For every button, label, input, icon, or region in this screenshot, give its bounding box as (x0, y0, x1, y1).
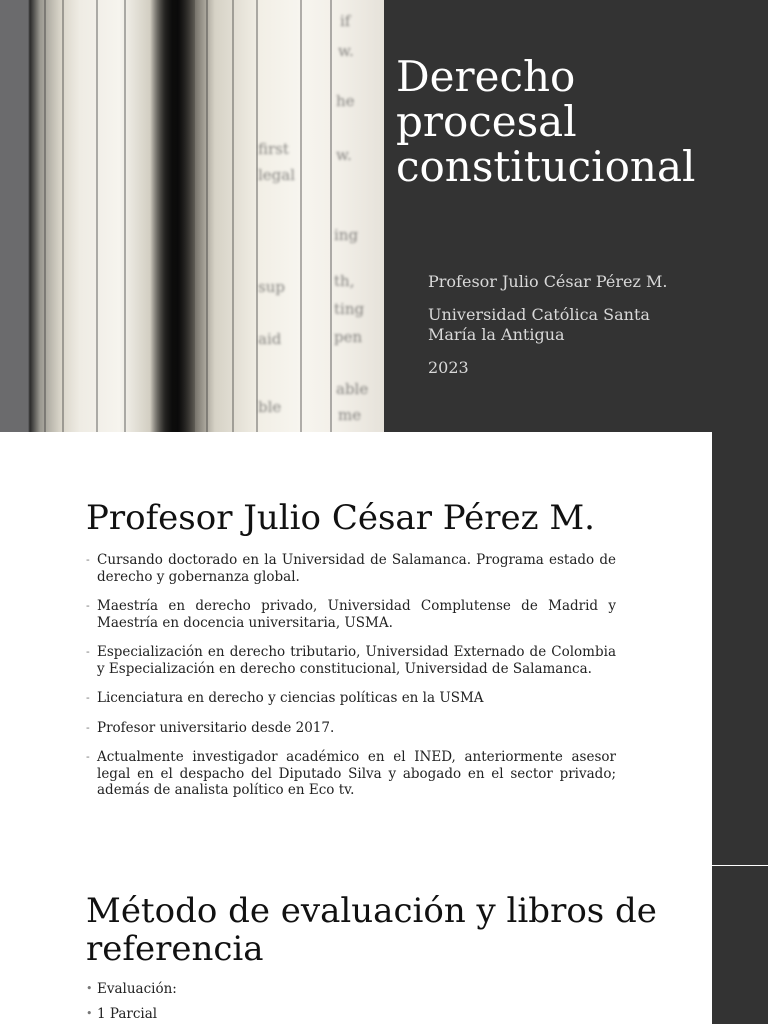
slide-heading: Profesor Julio César Pérez M. (86, 498, 595, 538)
title-slide (0, 0, 768, 432)
photo-text: w. (338, 42, 354, 60)
title-line: procesal (396, 97, 577, 146)
university-line-2: María la Antigua (428, 325, 565, 344)
photo-text: if (340, 12, 351, 30)
heading-line: Método de evaluación y libros de (86, 891, 657, 931)
photo-text: legal (258, 166, 296, 184)
year: 2023 (428, 358, 469, 377)
list-item: - Especialización en derecho tributario, Universidad Externado de Colombia y Especialización en derecho constitucional, Universidad de Salamanca. (86, 644, 616, 677)
bullet-list (86, 981, 616, 1024)
photo-text: me (338, 406, 362, 424)
photo-text: first (258, 140, 289, 158)
photo-text: th, (334, 272, 355, 290)
photo-text: aid (258, 330, 282, 348)
side-bar (712, 432, 768, 866)
title-line: constitucional (396, 142, 696, 191)
book-pages-photo (0, 0, 384, 432)
list-item: - Licenciatura en derecho y ciencias políticas en la USMA (86, 690, 616, 707)
list-item: - Actualmente investigador académico en el INED, anteriormente asesor legal en el despacho del Diputado Silva y abogado en el sector privado; además de analista político en Eco tv. (86, 749, 616, 799)
list-item: - Maestría en derecho privado, Universidad Complutense de Madrid y Maestría en docencia universitaria, USMA. (86, 598, 616, 631)
bullet-list (86, 552, 616, 812)
slide-heading (86, 892, 657, 968)
photo-text: he (336, 92, 355, 110)
list-item: - Profesor universitario desde 2017. (86, 720, 616, 737)
photo-text: w. (336, 146, 352, 164)
heading-line: referencia (86, 929, 264, 969)
list-item: • 1 Parcial (86, 1006, 616, 1023)
photo-text: ing (334, 226, 359, 244)
photo-text: sup (258, 278, 285, 296)
list-item: - Cursando doctorado en la Universidad de Salamanca. Programa estado de derecho y gobernanza global. (86, 552, 616, 585)
presentation-title (396, 54, 756, 189)
university-line-1: Universidad Católica Santa (428, 305, 650, 324)
side-bar (712, 866, 768, 1024)
professor-slide (0, 432, 768, 866)
professor-name: Profesor Julio César Pérez M. (428, 272, 668, 291)
title-line: Derecho (396, 52, 576, 101)
photo-text: able (336, 380, 369, 398)
photo-text: pen (334, 328, 363, 346)
photo-text: ting (334, 300, 365, 318)
evaluation-slide (0, 866, 768, 1024)
list-item: • Evaluación: (86, 981, 616, 998)
photo-text: ble (258, 398, 282, 416)
